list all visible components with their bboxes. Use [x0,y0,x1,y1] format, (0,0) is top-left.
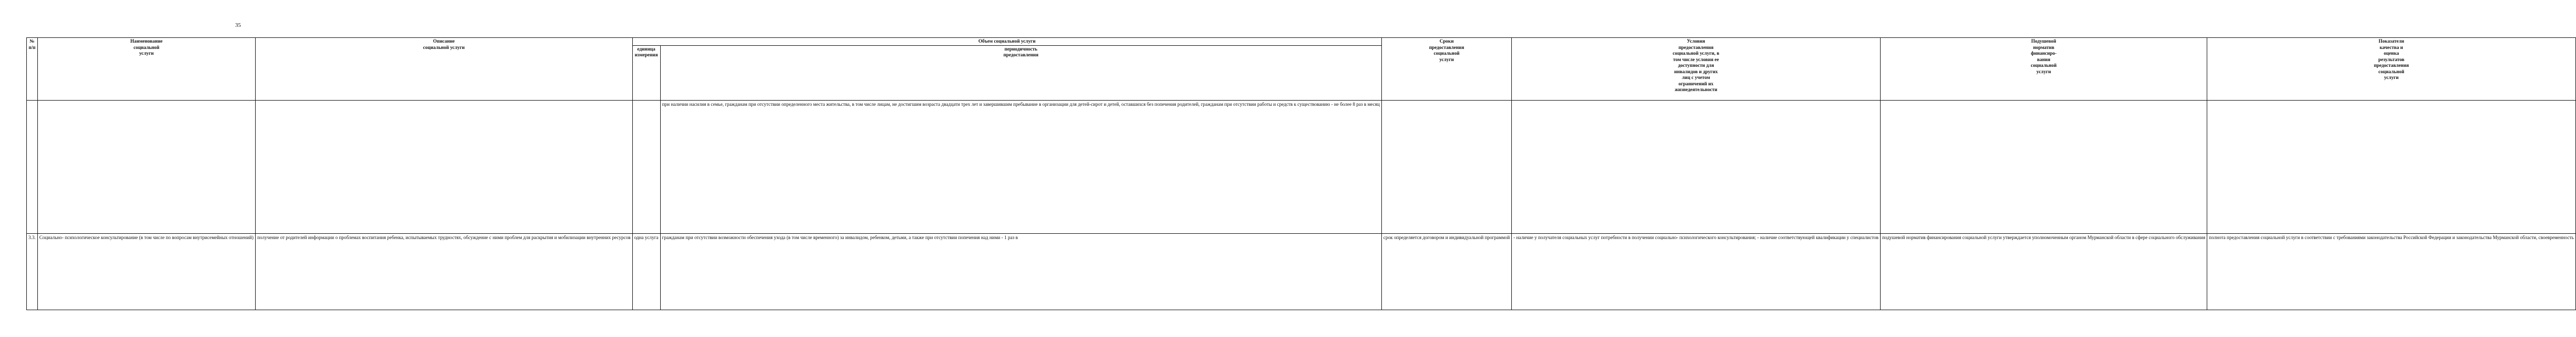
cell-empty [256,100,633,233]
cell-indicators: полнота предоставления социальной услуги в соответствии с требованиями законодательства Российской Федерации и законодательства Мурманской области, своевременность [2207,233,2576,310]
header-terms: Сроки предоставления социальной услуги [1381,38,1511,101]
cell-description: получение от родителей информации о проблемах воспитания ребенка, испытываемых трудностях, обсуждение с ними проблем для раскрытия и мобилизации внутренних ресурсов [256,233,633,310]
cell-periodicity: при наличии насилия в семье, гражданам при отсутствии определенного места жительства, в том числе лицам, не достигшим возраста двадцати трех лет и завершившим пребывание в организации для детей-сирот и детей, оставшихся без попечения родителей, гражданам при отсутствии работы и средств к существованию - не более 8 раз в месяц [660,100,1381,233]
cell-empty [27,100,38,233]
table-row-3-3 [27,233,2576,310]
header-description: Описание социальной услуги [256,38,633,101]
cell-empty [2207,100,2576,233]
header-unit: единица измерения [632,45,660,100]
table-row-continuation [27,100,2576,233]
cell-empty [1881,100,2207,233]
header-periodicity: периодичность предоставления [660,45,1381,100]
header-num: № п/п [27,38,38,101]
header-row-top [27,38,2576,46]
cell-empty [1512,100,1881,233]
cell-empty [1381,100,1511,233]
cell-service-name: Социально- психологическое консультирование (в том числе по вопросам внутрисемейных отношений) [37,233,255,310]
cell-terms: срок определяется договором и индивидуальной программой [1381,233,1511,310]
header-volume: Объем социальной услуги [632,38,1381,46]
cell-periodicity: гражданам при отсутствии возможности обеспечения ухода (в том числе временного) за инвалидом, ребенком, детьми, а также при отсутствии попечения над ними - 1 раз в [660,233,1381,310]
header-norm: Подушевой норматив финансиро- вания социальной услуги [1881,38,2207,101]
cell-norm: подушевой норматив финансирования социальной услуги утверждается уполномоченным органом Мурманской области в сфере социального обслуживания [1881,233,2207,310]
page-number: 35 [235,22,241,28]
header-conditions: Условия предоставления социальной услуги, в том числе условия ее доступности для инвалидов и других лиц с учетом ограничений их жизнедеятельности [1512,38,1881,101]
cell-unit: одна услуга [632,233,660,310]
header-indicators: Показатели качества и оценка результатов предоставления социальной услуги [2207,38,2576,101]
header-service-name: Наименование социальной услуги [37,38,255,101]
cell-num: 3.3. [27,233,38,310]
cell-conditions: - наличие у получателя социальных услуг потребности в получении социально- психологического консультирования; - наличие соответствующей квалификации у специалистов [1512,233,1881,310]
cell-empty [632,100,660,233]
cell-empty [37,100,255,233]
social-services-table [26,37,2576,310]
